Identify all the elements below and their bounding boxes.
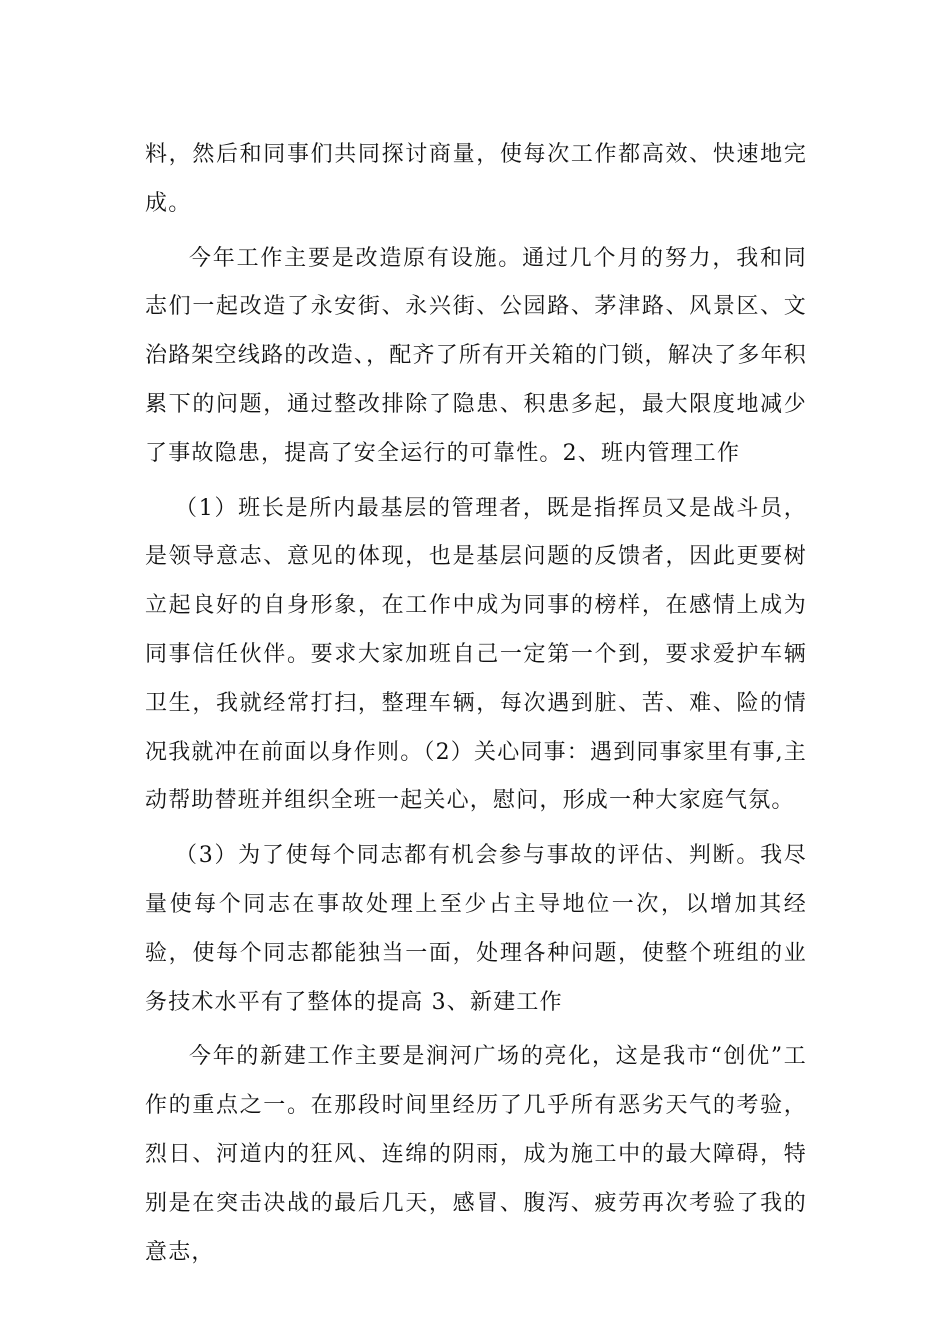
paragraph-continuation: 料，然后和同事们共同探讨商量，使每次工作都高效、快速地完成。: [145, 142, 807, 216]
document-body: [145, 131, 807, 1277]
paragraph-team-management: （1）班长是所内最基层的管理者，既是指挥员又是战斗员，是领导意志、意见的体现，也是基层问题的反馈者，因此更要树立起良好的自身形象，在工作中成为同事的榜样，在感情上成为同事信任伙伴。要求大家加班自己一定第一个到，要求爱护车辆卫生，我就经常打扫，整理车辆，每次遇到脏、苦、难、险的情况我就冲在前面以身作则。（2）关心同事：遇到同事家里有事,主动帮助替班并组织全班一起关心，慰问，形成一种大家庭气氛。: [145, 495, 807, 814]
paragraph-accident-training: （3）为了使每个同志都有机会参与事故的评估、判断。我尽量使每个同志在事故处理上至少占主导地位一次，以增加其经验，使每个同志都能独当一面，处理各种问题，使整个班组的业务技术水平有了整体的提高 3、新建工作: [145, 843, 807, 1015]
paragraph-new-construction: 今年的新建工作主要是涧河广场的亮化，这是我市“创优”工作的重点之一。在那段时间里经历了几乎所有恶劣天气的考验，烈日、河道内的狂风、连绵的阴雨，成为施工中的最大障碍，特别是在突击决战的最后几天，感冒、腹泻、疲劳再次考验了我的意志，: [145, 1044, 807, 1265]
paragraph-renovation: 今年工作主要是改造原有设施。通过几个月的努力，我和同志们一起改造了永安街、永兴街、公园路、茅津路、风景区、文治路架空线路的改造、，配齐了所有开关箱的门锁，解决了多年积累下的问题，通过整改排除了隐患、积患多起，最大限度地减少了事故隐患，提高了安全运行的可靠性。2、班内管理工作: [145, 245, 807, 466]
